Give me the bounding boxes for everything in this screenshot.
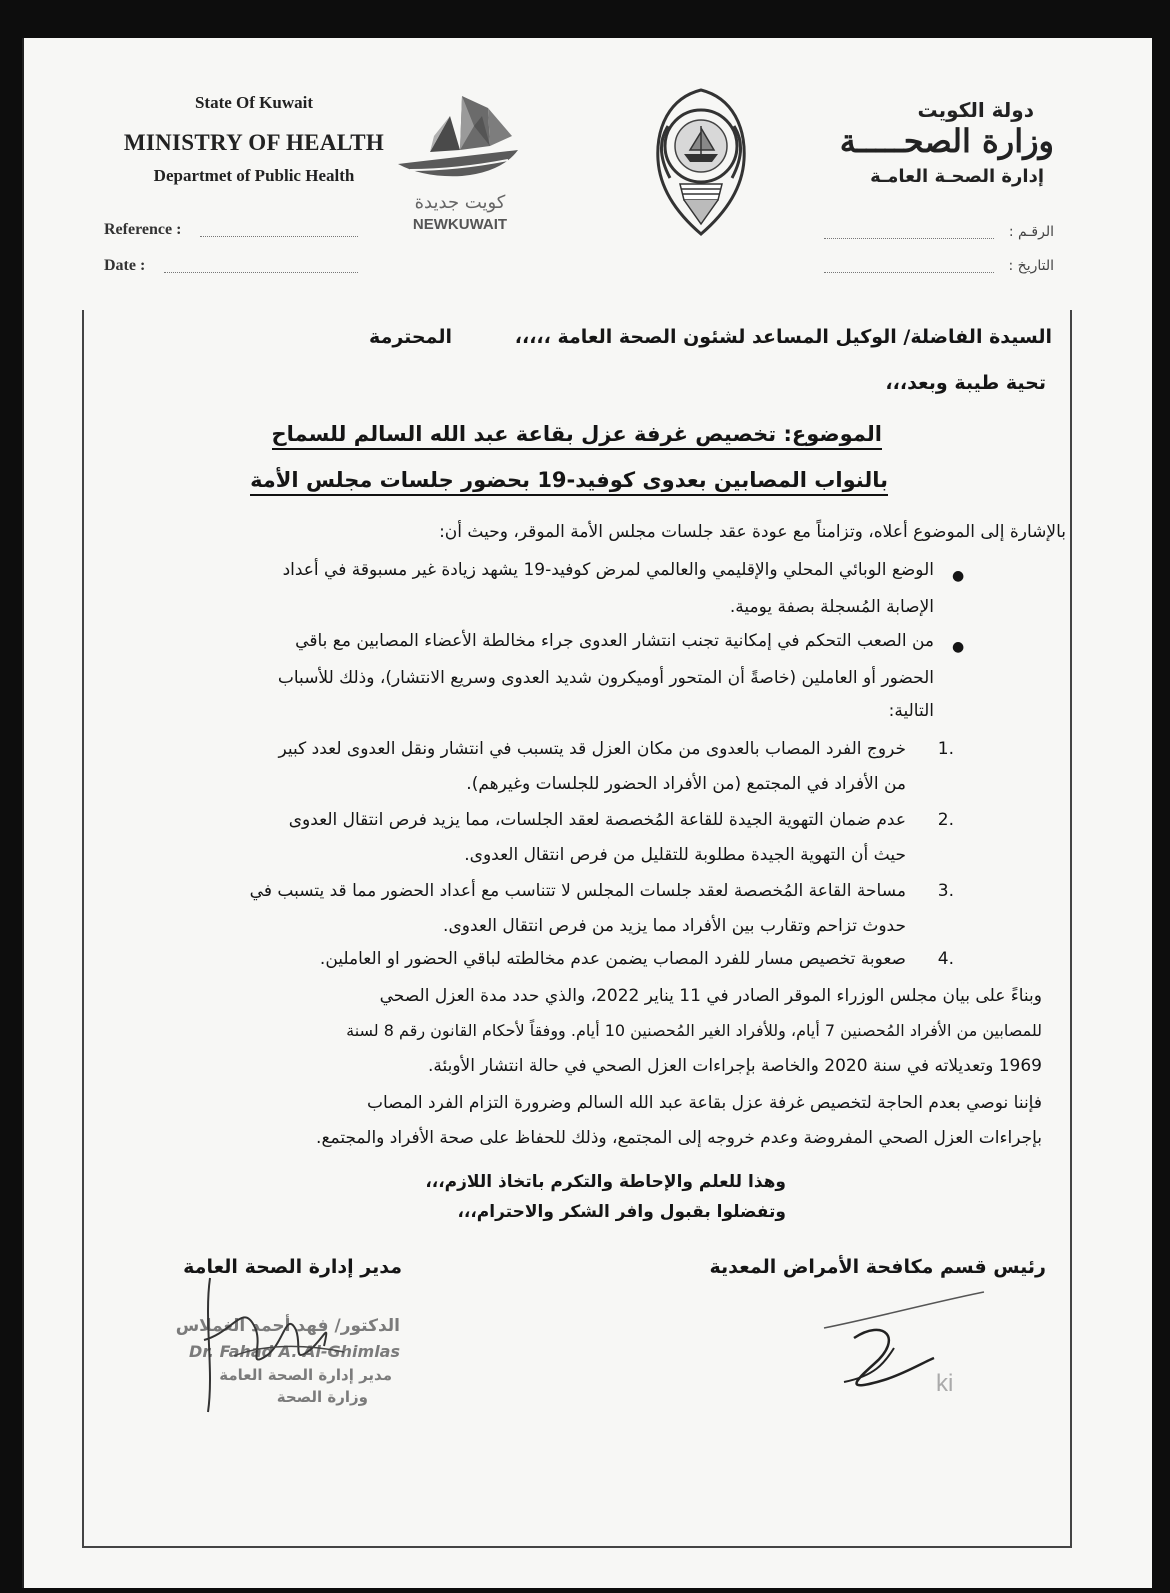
item-2-line-1: عدم ضمان التهوية الجيدة للقاعة المُخصصة لعقد الجلسات، مما يزيد فرص انتقال العدوى [288, 810, 906, 830]
bullet-dot: ● [952, 568, 965, 584]
salutation-honorific: المحترمة [369, 326, 452, 348]
department-name-ar: إدارة الصحـة العامـة [870, 166, 1044, 187]
state-name-ar: دولة الكويت [917, 98, 1034, 122]
stamp-ministry-ar: وزارة الصحة [276, 1388, 368, 1406]
signature-right-icon [814, 1288, 994, 1408]
bullet-1-line-2: الإصابة المُسجلة بصفة يومية. [729, 597, 934, 617]
signature-left-icon [174, 1260, 374, 1420]
recommend-line-2: بإجراءات العزل الصحي المفروضة وعدم خروجه إلى المجتمع، وذلك للحفاظ على صحة الأفراد والمجتمع. [316, 1128, 1042, 1148]
greeting: تحية طيبة وبعد،،، [885, 372, 1046, 394]
stamp-name-ar: الدكتور/ فهد أحمد الغملاس [175, 1316, 400, 1336]
state-name-en: State Of Kuwait [194, 93, 314, 112]
item-3-line-2: حدوث تزاحم وتقارب بين الأفراد مما يزيد من فرص انتقال العدوى. [443, 916, 906, 936]
subject-line-1-text: الموضوع: تخصيص غرفة عزل بقاعة عبد الله السالم للسماح [272, 422, 883, 450]
date-label-en: Date : [104, 257, 146, 274]
stamp-name-en: Dr. Fahad A. Al-Ghimlas [189, 1342, 400, 1361]
reference-line-ar [824, 238, 994, 239]
item-1-line-2: من الأفراد في المجتمع (من الأفراد الحضور للجلسات وغيرهم). [466, 774, 906, 794]
ministry-name-ar: وزارة الصحـــــة [839, 122, 1054, 160]
logo-latin-text: NEWKUWAIT [412, 216, 508, 233]
item-2-number: .2 [937, 810, 954, 830]
date-line-ar [824, 272, 994, 273]
kuwait-coat-of-arms-icon [644, 88, 758, 238]
bullet-1-line-1: الوضع الوبائي المحلي والإقليمي والعالمي لمرض كوفيد-19 يشهد زيادة غير مسبوقة في أعداد [282, 560, 934, 580]
stamp-fragment-right: ki [936, 1370, 954, 1397]
item-4-line-1: صعوبة تخصيص مسار للفرد المصاب يضمن عدم مخالطته لباقي الحضور او العاملين. [319, 949, 906, 969]
stamp-title-ar: مدير إدارة الصحة العامة [219, 1366, 392, 1384]
basis-line-1: وبناءً على بيان مجلس الوزراء الموقر الصادر في 11 يناير 2022، والذي حدد مدة العزل الصحي [379, 986, 1042, 1006]
basis-line-2: للمصابين من الأفراد المُحصنين 7 أيام، وللأفراد الغير المُحصنين 10 أيام. ووفقاً لأحكام القانون رقم 8 لسنة [346, 1021, 1042, 1040]
subject-line-2-text: بالنواب المصابين بعدوى كوفيد-19 بحضور جلسات مجلس الأمة [250, 468, 888, 496]
reference-line-en [200, 236, 358, 237]
dhow-sail-icon [390, 86, 530, 196]
intro-paragraph: بالإشارة إلى الموضوع أعلاه، وتزامناً مع عودة عقد جلسات مجلس الأمة الموقر، وحيث أن: [439, 522, 1066, 542]
reference-label-ar: الرقـم : [1008, 224, 1054, 240]
bullet-2-line-2: الحضور أو العاملين (خاصةً أن المتحور أوميكرون شديد العدوى وسريع الانتشار)، وذلك للأسباب [277, 668, 934, 688]
item-3-number: .3 [937, 881, 954, 901]
signature-title-right: رئيس قسم مكافحة الأمراض المعدية [709, 1256, 1046, 1278]
new-kuwait-logo [390, 86, 530, 236]
closing-line-1: وهذا للعلم والإحاطة والتكرم باتخاذ اللازم،،، [425, 1172, 786, 1192]
letter-page [22, 38, 1152, 1588]
subject-line-2 [250, 468, 888, 492]
date-line-en [164, 272, 358, 273]
item-2-line-2: حيث أن التهوية الجيدة مطلوبة للتقليل من فرص انتقال العدوى. [464, 845, 906, 865]
bullet-dot: ● [952, 639, 965, 655]
reference-label-en: Reference : [104, 221, 182, 238]
signature-title-left: مدير إدارة الصحة العامة [183, 1256, 402, 1278]
salutation-recipient: السيدة الفاضلة/ الوكيل المساعد لشئون الصحة العامة ،،،،، [514, 326, 1052, 348]
closing-line-2: وتفضلوا بقبول وافر الشكر والاحترام،،، [457, 1202, 786, 1222]
item-1-number: .1 [937, 739, 954, 759]
bullet-2-line-1: من الصعب التحكم في إمكانية تجنب انتشار العدوى جراء مخالطة الأعضاء المصابين مع باقي [295, 631, 934, 651]
recommend-line-1: فإننا نوصي بعدم الحاجة لتخصيص غرفة عزل بقاعة عبد الله السالم وضرورة التزام الفرد المصاب [366, 1093, 1042, 1113]
logo-arabic-text: كويت جديدة [414, 192, 506, 213]
subject-line-1 [272, 422, 883, 446]
basis-line-3: 1969 وتعديلاته في سنة 2020 والخاصة بإجراءات العزل الصحي في حالة انتشار الأوبئة. [427, 1056, 1042, 1076]
date-label-ar: التاريخ : [1008, 258, 1054, 274]
item-3-line-1: مساحة القاعة المُخصصة لعقد جلسات المجلس لا تتناسب مع أعداد الحضور مما قد يتسبب في [249, 881, 906, 901]
item-1-line-1: خروج الفرد المصاب بالعدوى من مكان العزل قد يتسبب في انتشار ونقل العدوى لعدد كبير [278, 739, 906, 759]
kuwait-emblem [644, 88, 758, 238]
bullet-2-line-3: التالية: [888, 701, 934, 721]
item-4-number: .4 [937, 949, 954, 969]
department-name-en: Departmet of Public Health [153, 166, 355, 185]
ministry-name-en: MINISTRY OF HEALTH [123, 130, 385, 155]
